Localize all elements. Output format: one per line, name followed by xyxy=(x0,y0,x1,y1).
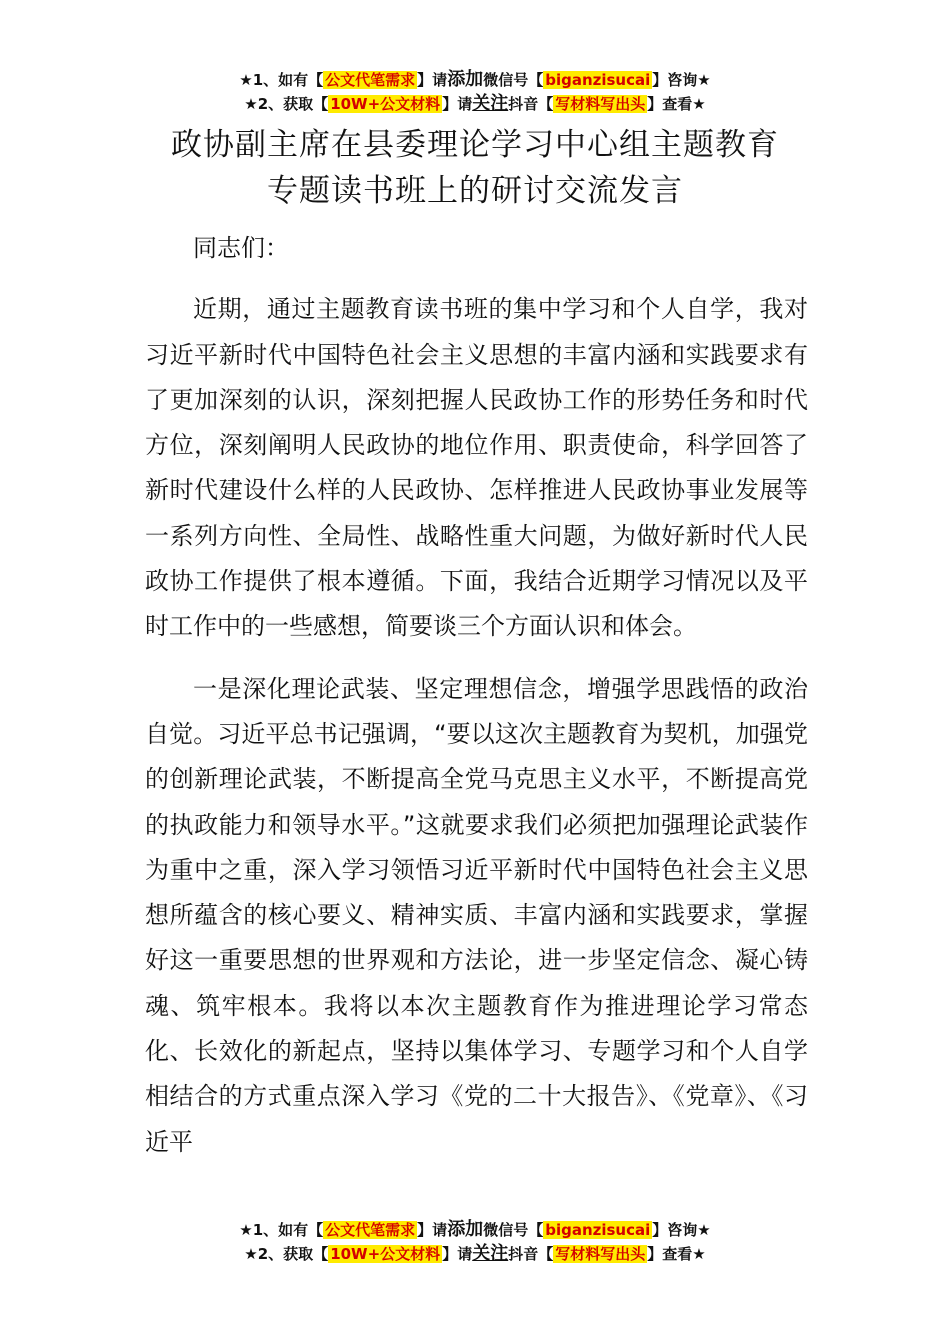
banner-line-1: ★1、如有【 公文代笔需求 】请添加微信号【 biganzisucai 】咨询★ xyxy=(239,69,711,90)
paragraph-2: 一是深化理论武装、坚定理想信念，增强学思践悟的政治自觉。习近平总书记强调，“要以这次主题教育为契机，加强党的创新理论武装，不断提高全党马克思主义水平，不断提高党的执政能力和领导水平。”这就要求我们必须把加强理论武装作为重中之重，深入学习领悟习近平新时代中国特色社会主义思想所蕴含的核心要义、精神实质、丰富内涵和实践要求，掌握好这一重要思想的世界观和方法论，进一步坚定信念、凝心铸魂、筑牢根本。我将以本次主题教育作为推进理论学习常态化、长效化的新起点，坚持以集体学习、专题学习和个人自学相结合的方式重点深入学习《党的二十大报告》、《党章》、《习近平 xyxy=(145,674,808,1156)
header-banner xyxy=(0,68,950,116)
title-line-2: 专题读书班上的研讨交流发言 xyxy=(267,173,683,209)
banner-line-2: ★2、获取【 10W+公文材料 】请关注抖音【 写材料写出头 】查看★ xyxy=(244,93,706,114)
banner-line-2: ★2、获取【 10W+公文材料 】请关注抖音【 写材料写出头 】查看★ xyxy=(244,1243,706,1264)
paragraph-1: 近期，通过主题教育读书班的集中学习和个人自学，我对习近平新时代中国特色社会主义思想的丰富内涵和实践要求有了更加深刻的认识，深刻把握人民政协工作的形势任务和时代方位，深刻阐明人民政协的地位作用、职责使命，科学回答了新时代建设什么样的人民政协、怎样推进人民政协事业发展等一系列方向性、全局性、战略性重大问题，为做好新时代人民政协工作提供了根本遵循。下面，我结合近期学习情况以及平时工作中的一些感想，简要谈三个方面认识和体会。 xyxy=(145,295,808,641)
document-title xyxy=(0,122,950,214)
banner-highlight: 写材料写出头 xyxy=(555,1245,646,1263)
document-body xyxy=(145,226,808,1165)
banner-highlight: biganzisucai xyxy=(545,1221,651,1239)
banner-highlight: 公文代笔需求 xyxy=(325,71,416,89)
banner-highlight: 10W+公文材料 xyxy=(330,1245,441,1263)
banner-highlight: biganzisucai xyxy=(545,71,651,89)
banner-highlight: 10W+公文材料 xyxy=(330,95,441,113)
banner-highlight: 公文代笔需求 xyxy=(325,1221,416,1239)
banner-line-1: ★1、如有【 公文代笔需求 】请添加微信号【 biganzisucai 】咨询★ xyxy=(239,1219,711,1240)
footer-banner xyxy=(0,1218,950,1266)
greeting: 同志们： xyxy=(193,234,289,262)
title-line-1: 政协副主席在县委理论学习中心组主题教育 xyxy=(171,127,779,163)
banner-highlight: 写材料写出头 xyxy=(555,95,646,113)
